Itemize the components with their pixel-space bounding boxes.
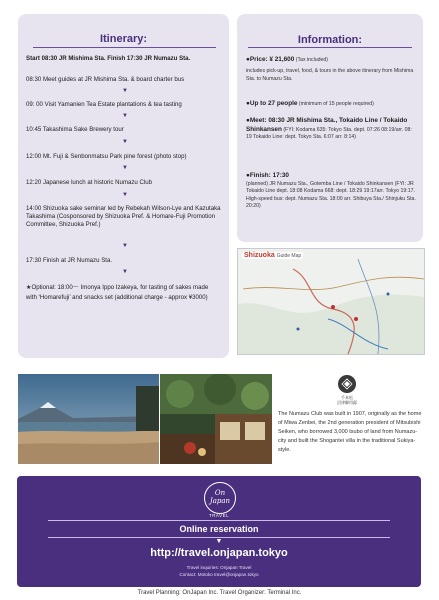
map-brand-sub: Guide Map (276, 253, 302, 259)
price-label (246, 56, 416, 65)
people-note: (minimum of 15 people required) (298, 101, 374, 107)
down-arrow-icon: ▼ (122, 139, 128, 145)
itinerary-item: 08:30 Meet guides at JR Mishima Sta. & board charter bus (26, 76, 185, 83)
online-reservation-label: Online reservation (179, 524, 259, 534)
itinerary-title-rule (33, 47, 216, 48)
mt-fuji-beach-photo (18, 374, 159, 464)
people-value: ●Up to 27 people (246, 100, 298, 107)
numazu-club-logo (338, 375, 356, 393)
people-label (246, 100, 416, 109)
map-icon (238, 249, 424, 354)
itinerary-item: 09: 00 Visit Yamanien Tea Estate plantations & tea tasting (26, 101, 182, 108)
itinerary-title: Itinerary: (99, 33, 148, 45)
meet-value: ●Meet: 08:30 JR Mishima Sta., Tokaido Line / Tokaido Shinkansen (246, 117, 408, 133)
price-note: (Tax included) (295, 57, 329, 63)
price-description: includes pick-up, travel, food, & tours in the above itinerary from Mishima Sta. to Numazu Sta. (246, 68, 414, 82)
finish-value: ●Finish: 17:30 (246, 172, 289, 179)
numazu-club-photo (160, 374, 272, 464)
down-arrow-icon: ▼ (122, 165, 128, 171)
club-description: The Numazu Club was built in 1907, originally as the home of Miwa Zenbei, the 2nd generation president of Mitsubishi Seiken, who borrowed 3,000 tsubo of land from Numazu-city and built the Shogantei villa in the traditional Sukiya-style. (278, 411, 422, 453)
down-arrow-icon: ▼ (122, 88, 128, 94)
logo-line-2: Japan (209, 497, 231, 505)
information-title: Information: (297, 34, 363, 46)
finish-label (246, 172, 416, 211)
reservation-panel (17, 476, 421, 587)
itinerary-item: 12:00 Mt. Fuji & Senbonmatsu Park pine forest (photo stop) (26, 153, 187, 160)
itinerary-item: 17:30 Finish at JR Numazu Sta. (26, 257, 113, 264)
itinerary-start-line: Start 08:30 JR Mishima Sta. Finish 17:30 JR Numazu Sta. (26, 55, 191, 62)
meet-label (246, 117, 416, 142)
down-arrow-icon: ▼ (122, 269, 128, 275)
logo-sub: TRAVEL (208, 513, 230, 518)
itinerary-item: 12:20 Japanese lunch at historic Numazu Club (26, 179, 153, 186)
planning-organizer: Travel Planning: OnJapan Inc. Travel Organizer: Terminal Inc. (137, 590, 302, 596)
information-title-rule (248, 47, 412, 48)
map-brand-name: Shizuoka (244, 252, 275, 259)
down-arrow-icon: ▼ (122, 243, 128, 249)
finish-description: (planned) JR Numazu Sta., Gotemba Line / Tokaido Shinkansen (FYI: JR Tokaido Line dept. 18:08 Kodama 668: dept. 18:29 19:17arr. Tokyo 19:17. High-speed bus: dept. Numazu Sta. 18:00 arr. Shibuya Sta./ Shinjuku Sta. 20:20) (246, 180, 416, 210)
meet-description: (FYI: Kodama 635: Tokyo Sta. dept. 07:26 08:19/arr. 08: 19 Tokaido Line: dept. Tokyo Sta. 6:07 arr. 8:14) (246, 126, 412, 141)
down-arrow-icon: ▼ (215, 538, 223, 545)
itinerary-item: 14:00 Shizuoka sake seminar led by Rebekah Wilson-Lye and Kazutaka Takashima (Cosponsored by Shizuoka Pref. & Homare-Fuji Promotion Committee, Shizuoka Pref.) (26, 205, 221, 228)
garden-photo-icon (160, 374, 272, 464)
travel-inquiries: Travel inquiries: Onjapan Travel (186, 565, 252, 570)
reservation-url-link[interactable]: http://travel.onjapan.tokyo (150, 547, 288, 559)
footer-rule-top (48, 520, 390, 521)
logo-line-1: On (214, 489, 226, 497)
beach-photo-icon (18, 374, 159, 464)
down-arrow-icon: ▼ (122, 192, 128, 198)
price-value: ●Price: ¥ 21,600 (246, 56, 295, 63)
itinerary-optional: ★Optional: 18:00〜 Imonya Ippo Izakeya, for tasting of sakes made with ‘Homarefuji’ and snacks set (additional charge - approx ¥3000) (26, 284, 209, 301)
itinerary-item: 10:45 Takashima Sake Brewery tour (26, 126, 124, 133)
shizuoka-map-image (237, 248, 425, 355)
map-brand (242, 252, 303, 259)
club-logo-text: 千本松 沼津御用邸 (337, 395, 357, 405)
club-emblem-icon (338, 375, 356, 393)
onjapan-logo (204, 482, 236, 514)
down-arrow-icon: ▼ (122, 113, 128, 119)
contact-info: Contact: Motoko travel@onjapan.tokyo (179, 572, 259, 577)
